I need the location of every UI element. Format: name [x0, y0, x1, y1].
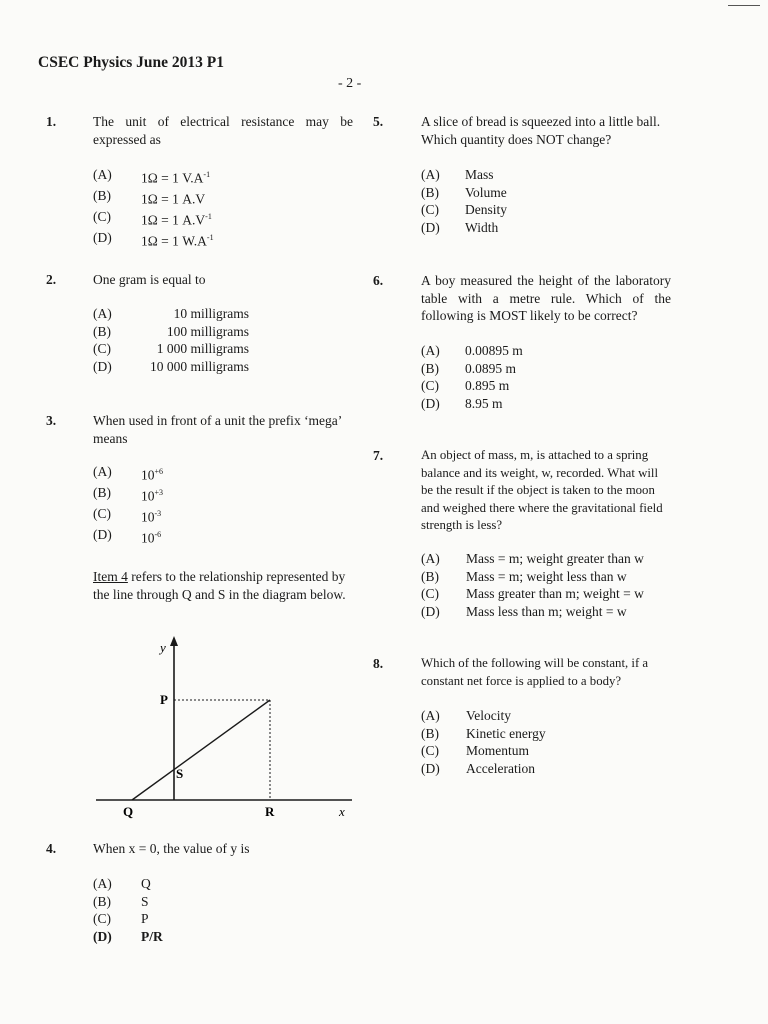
option-text: $10^{-3}$: [141, 509, 162, 525]
option-d[interactable]: [421, 219, 507, 237]
option-d[interactable]: [93, 358, 249, 376]
option-label: (B): [93, 485, 111, 500]
option-label: (D): [93, 358, 112, 374]
option-label: (B): [93, 323, 111, 339]
option-label: (B): [421, 725, 439, 741]
option-text: Volume: [465, 184, 507, 200]
option-d[interactable]: [93, 526, 163, 547]
option-text: 10 000 milligrams: [150, 358, 249, 374]
option-label: (D): [421, 603, 440, 619]
line-qs: [132, 700, 270, 800]
question-number: 3.: [46, 413, 57, 428]
question-number: 6.: [373, 273, 384, 288]
option-b[interactable]: [93, 893, 163, 911]
item-4-intro: [93, 568, 355, 603]
option-label: (A): [93, 306, 112, 321]
option-text: 0.895 m: [465, 378, 510, 393]
option-label: (C): [93, 209, 111, 224]
option-text: 1Ω = 1 $V.A^{-1}$: [141, 170, 211, 186]
x-axis-label: x: [339, 804, 345, 819]
question-number: 1.: [46, 114, 57, 129]
option-text: Mass greater than m; weight = w: [466, 586, 644, 601]
option-text: Density: [465, 202, 507, 217]
corner-scan-mark: [728, 5, 760, 6]
option-label: (A): [93, 167, 112, 182]
option-text: 0.0895 m: [465, 360, 517, 376]
question-stem: When x = 0, the value of y is: [93, 841, 250, 856]
option-b[interactable]: [93, 323, 249, 341]
question-stem: A slice of bread is squeezed into a little ball. Which quantity does NOT change?: [421, 114, 661, 147]
question-stem: A boy measured the height of the laboratory table with a metre rule. Which of the following is MOST likely to be correct?: [421, 273, 671, 323]
option-label: (B): [421, 184, 439, 200]
option-text: Width: [465, 219, 499, 235]
options-list: [421, 166, 507, 236]
option-label: (B): [421, 360, 439, 376]
item-4-intro-text: refers to the relationship represented by the line through Q and S in the diagram below.: [93, 569, 346, 602]
option-text: Momentum: [466, 743, 529, 758]
line-graph-diagram: [90, 628, 360, 823]
option-text: $10^{-6}$: [141, 530, 162, 546]
option-c[interactable]: [421, 201, 507, 219]
y-axis-arrow: [170, 636, 178, 646]
option-label: (A): [421, 551, 440, 566]
option-b[interactable]: [421, 568, 644, 586]
point-q-label: Q: [123, 804, 134, 819]
option-d[interactable]: [93, 229, 214, 250]
option-text: S: [141, 893, 149, 909]
option-d[interactable]: [93, 928, 163, 946]
option-text: Mass = m; weight less than w: [466, 568, 627, 584]
question-stem: The unit of electrical resistance may be expressed as: [93, 114, 353, 147]
option-d[interactable]: [421, 395, 523, 413]
option-label: (D): [421, 219, 440, 235]
option-text: $10^{+3}$: [141, 488, 164, 504]
option-c[interactable]: [93, 910, 163, 928]
option-label: (C): [93, 341, 111, 356]
option-text: Velocity: [466, 708, 511, 723]
option-text: 8.95 m: [465, 395, 503, 411]
option-label: (D): [93, 230, 112, 245]
option-text: 0.00895 m: [465, 343, 523, 358]
option-label: (C): [421, 743, 439, 758]
option-label: (B): [421, 568, 439, 584]
option-d[interactable]: [421, 760, 546, 778]
option-label: (C): [93, 506, 111, 521]
option-label: (A): [421, 167, 440, 182]
options-list: [93, 463, 163, 547]
option-c[interactable]: [421, 742, 546, 760]
option-label: (D): [93, 928, 112, 944]
options-list: [421, 550, 644, 620]
page-number: - 2 -: [338, 76, 362, 91]
option-a[interactable]: [421, 342, 523, 360]
option-text: 1Ω = 1 A.V: [141, 191, 206, 207]
option-text: 1Ω = 1 $W.A^{-1}$: [141, 233, 214, 249]
question-number: 2.: [46, 272, 57, 287]
option-text: Mass: [465, 167, 494, 182]
option-label: (A): [93, 464, 112, 479]
option-text: Mass = m; weight greater than w: [466, 551, 644, 566]
option-text: P: [141, 911, 149, 926]
option-c[interactable]: [93, 505, 163, 526]
option-label: (D): [421, 760, 440, 776]
point-r-label: R: [265, 804, 275, 819]
page-header-title: CSEC Physics June 2013 P1: [38, 54, 225, 71]
option-text: Kinetic energy: [466, 725, 546, 741]
option-label: (C): [421, 202, 439, 217]
options-list: [93, 305, 249, 375]
question-stem: One gram is equal to: [93, 272, 206, 287]
option-b[interactable]: [421, 360, 523, 378]
options-list: [421, 707, 546, 777]
option-label: (C): [93, 911, 111, 926]
option-label: (B): [93, 188, 111, 203]
option-label: (A): [421, 343, 440, 358]
option-text: 10 milligrams: [173, 306, 249, 321]
options-list: [93, 166, 214, 250]
option-a[interactable]: [93, 875, 163, 893]
option-b[interactable]: [93, 187, 214, 208]
question-number: 4.: [46, 841, 57, 856]
option-text: 1 000 milligrams: [156, 341, 249, 356]
option-c[interactable]: [93, 208, 214, 229]
options-list: [93, 875, 163, 945]
option-d[interactable]: [421, 603, 644, 621]
option-a[interactable]: [93, 463, 163, 484]
option-b[interactable]: [93, 484, 163, 505]
option-a[interactable]: [421, 707, 546, 725]
option-label: (C): [421, 378, 439, 393]
option-label: (B): [93, 893, 111, 909]
option-text: P/R: [141, 928, 163, 944]
y-axis-label: y: [160, 640, 166, 655]
option-label: (D): [93, 527, 112, 542]
option-label: (A): [93, 876, 112, 891]
option-text: Q: [141, 876, 151, 891]
option-b[interactable]: [421, 184, 507, 202]
option-text: Acceleration: [466, 760, 535, 776]
item-4-ref: Item 4: [93, 569, 128, 584]
question-number: 7.: [373, 448, 384, 463]
option-c[interactable]: [421, 377, 523, 395]
option-a[interactable]: [421, 550, 644, 568]
point-p-label: P: [160, 692, 168, 707]
option-a[interactable]: [93, 305, 249, 323]
question-stem: When used in front of a unit the prefix ‘mega’ means: [93, 413, 342, 446]
option-text: 1Ω = 1 $A.V^{-1}$: [141, 212, 212, 228]
option-text: $10^{+6}$: [141, 467, 164, 483]
point-s-label: S: [176, 766, 184, 781]
question-number: 8.: [373, 656, 384, 671]
option-a[interactable]: [421, 166, 507, 184]
option-b[interactable]: [421, 725, 546, 743]
question-number: 5.: [373, 114, 384, 129]
question-stem: Which of the following will be constant, if a constant net force is applied to a body?: [421, 656, 649, 688]
option-label: (C): [421, 586, 439, 601]
question-stem: An object of mass, m, is attached to a spring balance and its weight, w, recorded. What will be the result if the object is taken to the moon and weighed there where the gravitational field strength is less?: [421, 448, 663, 532]
option-text: Mass less than m; weight = w: [466, 603, 627, 619]
option-label: (D): [421, 395, 440, 411]
options-list: [421, 342, 523, 412]
option-a[interactable]: [93, 166, 214, 187]
option-label: (A): [421, 708, 440, 723]
option-text: 100 milligrams: [166, 323, 249, 339]
option-c[interactable]: [421, 585, 644, 603]
option-c[interactable]: [93, 340, 249, 358]
